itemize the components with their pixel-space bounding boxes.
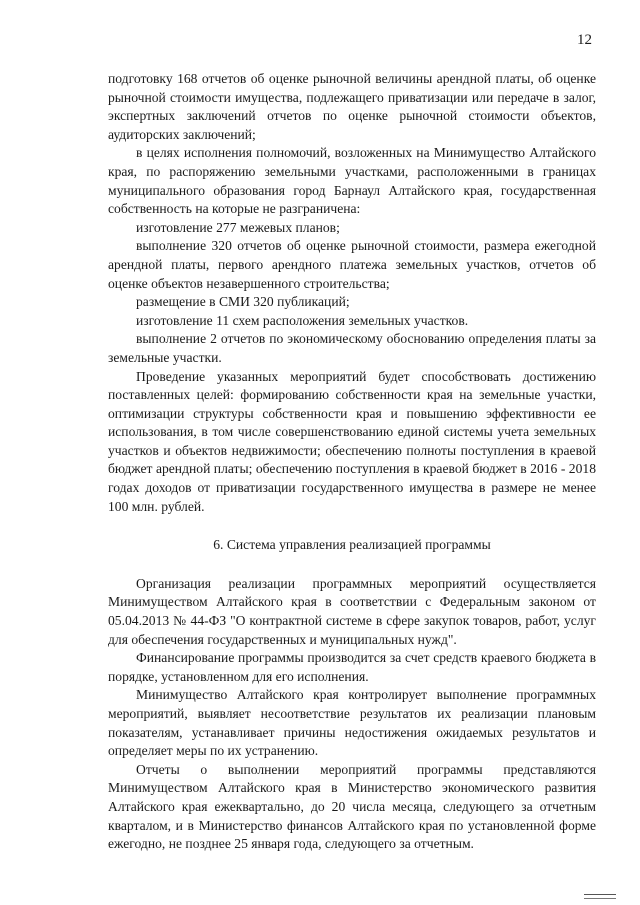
list-item: выполнение 320 отчетов об оценке рыночной стоимости, размера ежегодной арендной платы, первого арендного платежа земельных участков, отчетов об оценке объектов незавершенного строительства; bbox=[108, 238, 596, 291]
paragraph: подготовку 168 отчетов об оценке рыночной величины арендной платы, об оценке рыночной стоимости имущества, подлежащего приватизации или передаче в залог, экспертных заключений отчетов по оценке рыночной стоимости объектов, аудиторских заключений; bbox=[108, 71, 596, 142]
page-number: 12 bbox=[577, 32, 592, 48]
section-title: 6. Система управления реализацией программы bbox=[213, 537, 491, 553]
paragraph: Организация реализации программных мероприятий осуществляется Минимуществом Алтайского края в соответствии с Федеральным законом от 05.04.2013 № 44-ФЗ "О контрактной системе в сфере закупок товаров, работ, услуг для обеспечения государственных и муниципальных нужд". bbox=[108, 575, 596, 647]
paragraph: Отчеты о выполнении мероприятий программы представляются Минимуществом Алтайского края в Министерство экономического развития Алтайского края ежеквартально, до 20 числа месяца, следующего за отчетным кварталом, и в Министерство финансов Алтайского края по установленной форме ежегодно, не позднее 25 января года, следующего за отчетным. bbox=[108, 761, 596, 852]
list-item: изготовление 11 схем расположения земельных участков. bbox=[136, 312, 469, 328]
list-item: выполнение 2 отчетов по экономическому обоснованию определения платы за земельные участки. bbox=[108, 331, 596, 365]
paragraph: Минимущество Алтайского края контролирует выполнение программных мероприятий, выявляет несоответствие результатов их реализации плановым показателям, устанавливает причины недостижения ожидаемых результатов и определяет меры по их устранению. bbox=[108, 687, 596, 759]
scan-mark bbox=[584, 894, 616, 899]
paragraph: в целях исполнения полномочий, возложенных на Минимущество Алтайского края, по распоряжению земельными участками, расположенными в границах муниципального образования город Барнаул Алтайского края, государственная собственность на которые не разграничена: bbox=[108, 145, 596, 217]
paragraph: Финансирование программы производится за счет средств краевого бюджета в порядке, установленном для его исполнения. bbox=[108, 650, 596, 684]
list-item: изготовление 277 межевых планов; bbox=[136, 219, 340, 235]
document-body bbox=[108, 70, 596, 854]
paragraph: Проведение указанных мероприятий будет способствовать достижению поставленных целей: формированию собственности края на земельные участки, оптимизации структуры собственности края и повышению эффективности ее использования, в том числе совершенствованию единой системы учета земельных участков и объектов недвижимости; обеспечению полноты поступления в краевой бюджет арендной платы; обеспечению поступления в краевой бюджет в 2016 - 2018 годах доходов от приватизации государственного имущества в размере не менее 100 млн. рублей. bbox=[108, 368, 596, 514]
list-item: размещение в СМИ 320 публикаций; bbox=[136, 294, 350, 310]
